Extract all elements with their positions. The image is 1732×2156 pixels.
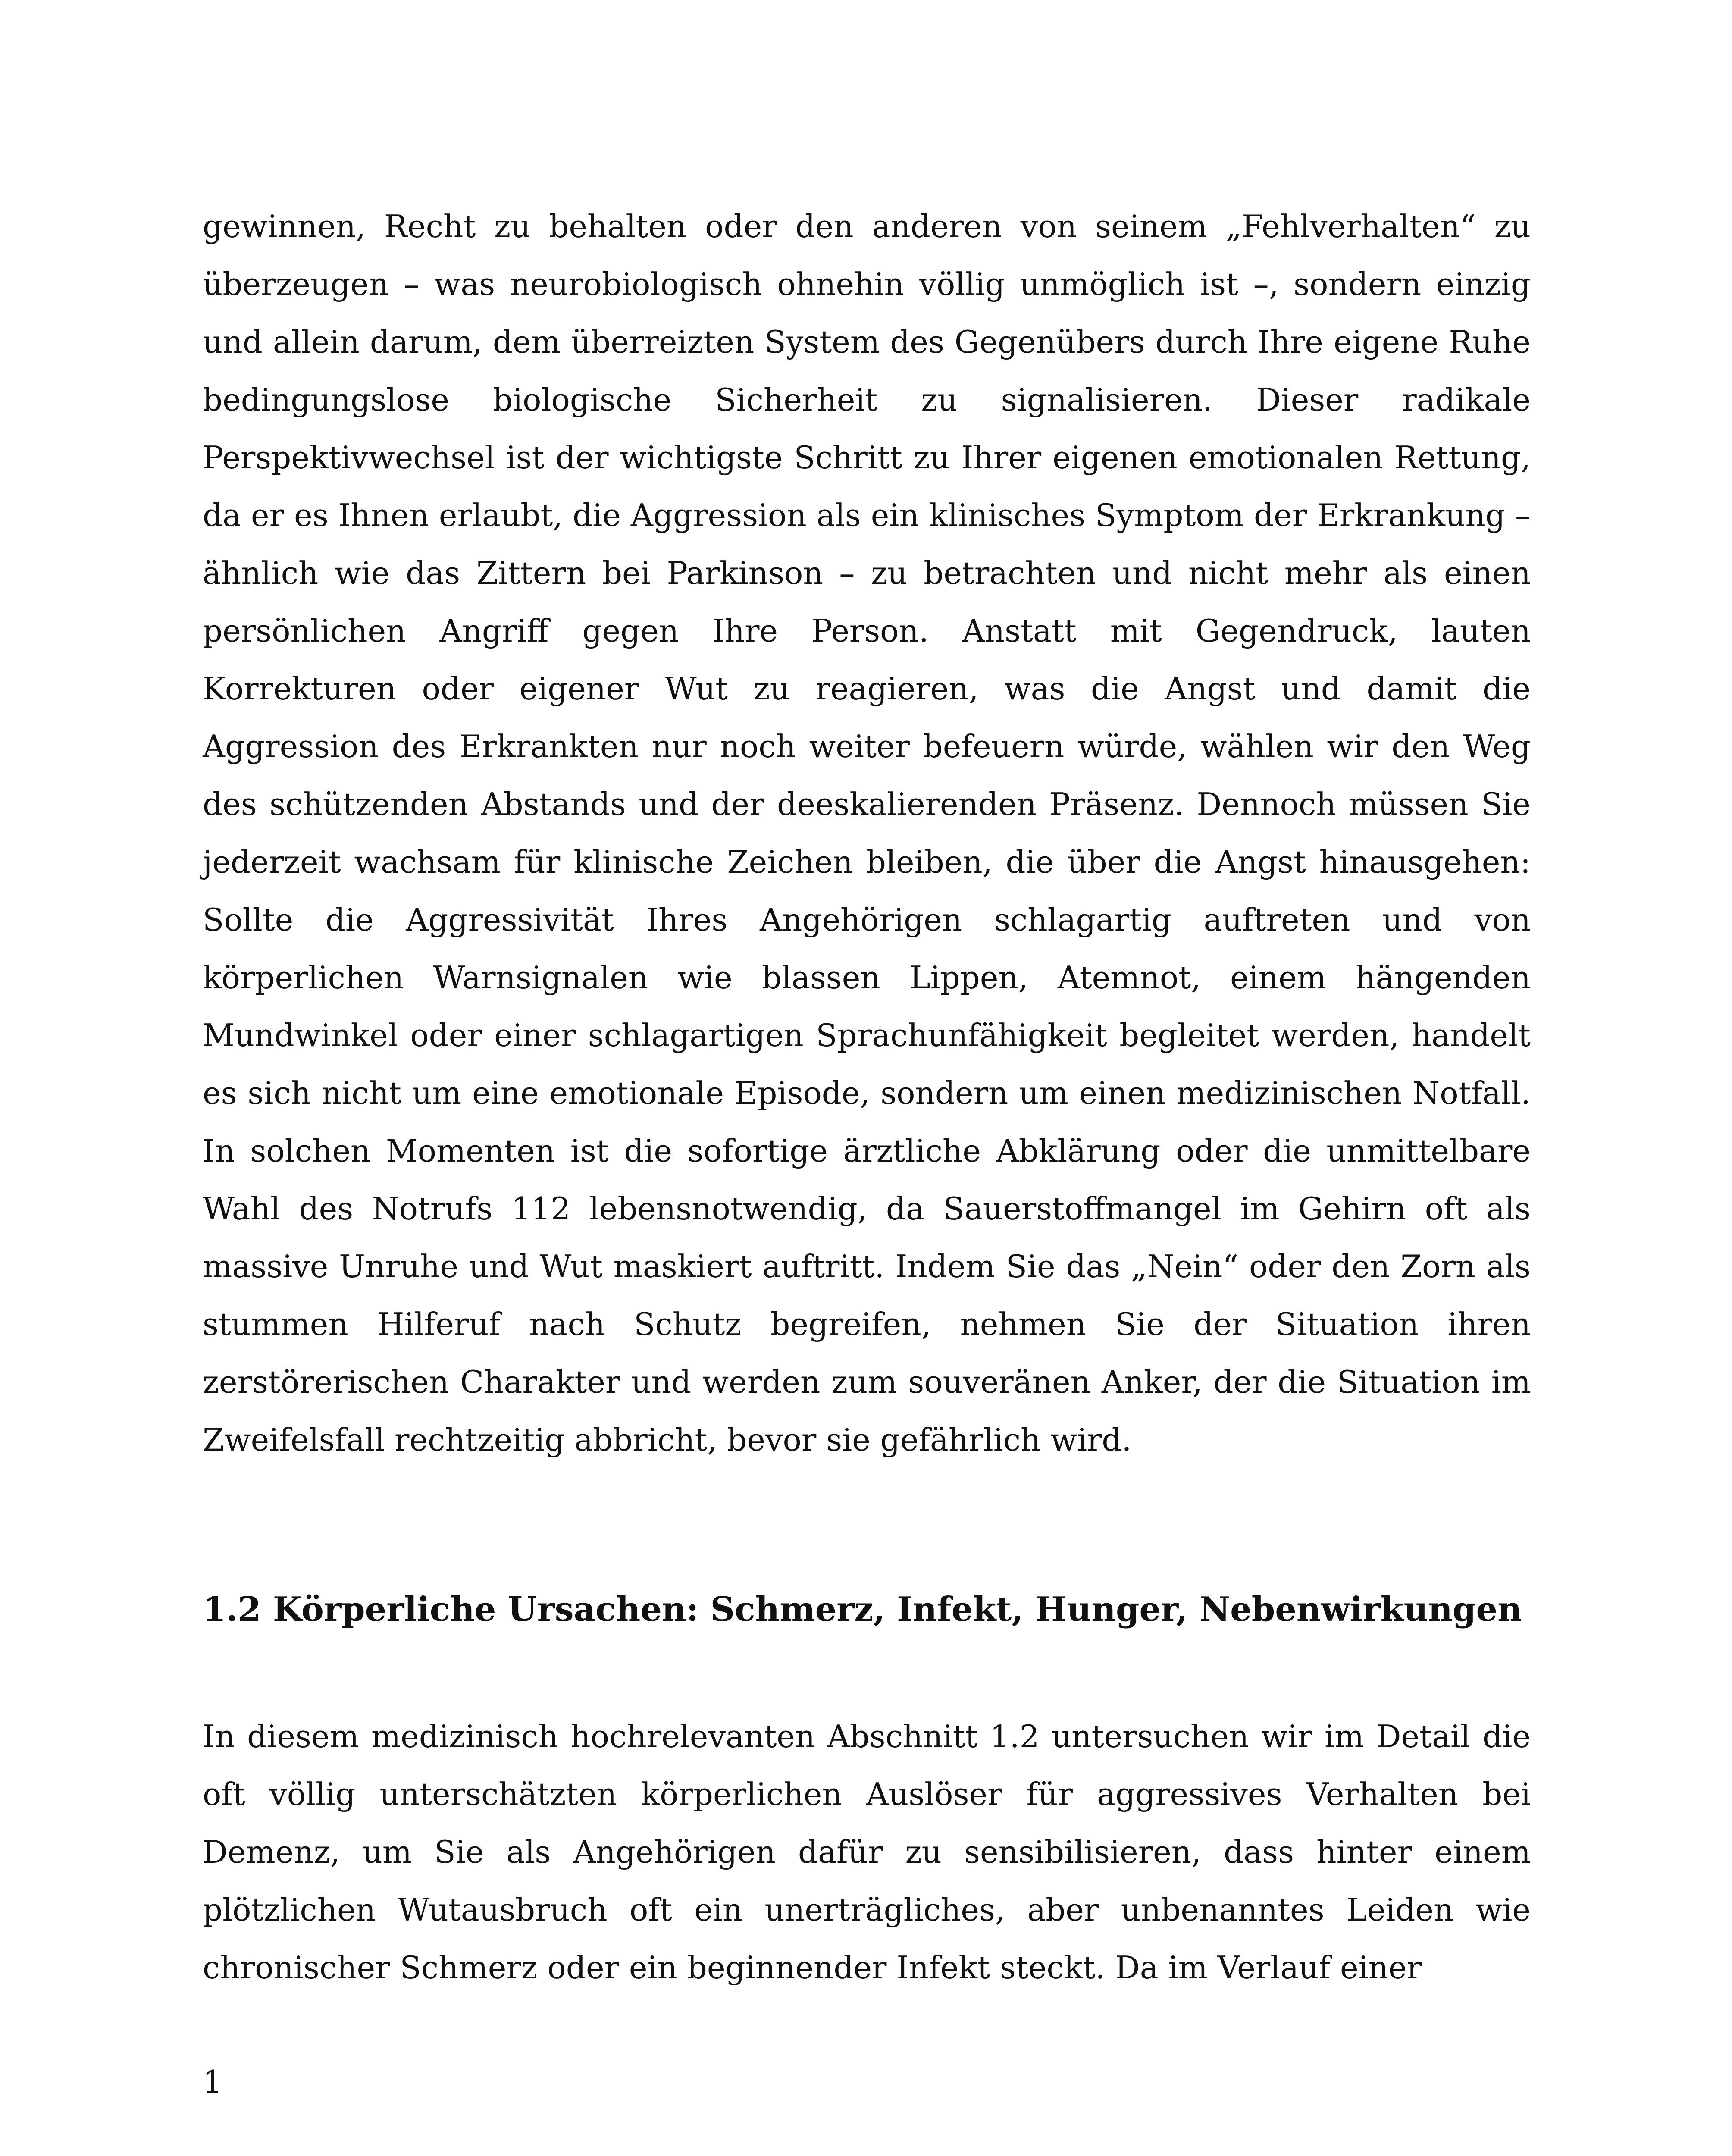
- section-heading: 1.2 Körperliche Ursachen: Schmerz, Infekt, Hunger, Nebenwirkungen: [203, 1590, 1522, 1629]
- body-paragraph-continued: gewinnen, Recht zu behalten oder den anderen von seinem „Fehlverhalten“ zu überzeugen – was neurobiologisch ohnehin völlig unmöglich ist –, sondern einzig und allein darum, dem überreizten System des Gegenübers durch Ihre eigene Ruhe bedingungslose biologische Sicherheit zu signalisieren. Dieser radikale Perspektivwechsel ist der wichtigste Schritt zu Ihrer eigenen emotionalen Rettung, da er es Ihnen erlaubt, die Aggression als ein klinisches Symptom der Erkrankung – ähnlich wie das Zittern bei Parkinson – zu betrachten und nicht mehr als einen persönlichen Angriff gegen Ihre Person. Anstatt mit Gegendruck, lauten Korrekturen oder eigener Wut zu reagieren, was die Angst und damit die Aggression des Erkrankten nur noch weiter befeuern würde, wählen wir den Weg des schützenden Abstands und der deeskalierenden Präsenz. Dennoch müssen Sie jederzeit wachsam für klinische Zeichen bleiben, die über die Angst hinausgehen: Sollte die Aggressivität Ihres Angehörigen schlagartig auftreten und von körperlichen Warnsignalen wie blassen Lippen, Atemnot, einem hängenden Mundwinkel oder einer schlagartigen Sprachunfähigkeit begleitet werden, handelt es sich nicht um eine emotionale Episode, sondern um einen medizinischen Notfall. In solchen Momenten ist die sofortige ärztliche Abklärung oder die unmittelbare Wahl des Notrufs 112 lebensnotwendig, da Sauerstoffmangel im Gehirn oft als massive Unruhe und Wut maskiert auftritt. Indem Sie das „Nein“ oder den Zorn als stummen Hilferuf nach Schutz begreifen, nehmen Sie der Situation ihren zerstörerischen Charakter und werden zum souveränen Anker, der die Situation im Zweifelsfall rechtzeitig abbricht, bevor sie gefährlich wird.: [203, 208, 1531, 1458]
- body-paragraph-section-intro: In diesem medizinisch hochrelevanten Abschnitt 1.2 untersuchen wir im Detail die oft völlig unterschätzten körperlichen Auslöser für aggressives Verhalten bei Demenz, um Sie als Angehörigen dafür zu sensibilisieren, dass hinter einem plötzlichen Wutausbruch oft ein unerträgliches, aber unbenanntes Leiden wie chronischer Schmerz oder ein beginnender Infekt steckt. Da im Verlauf einer: [203, 1718, 1531, 1986]
- page-number: 1: [203, 2064, 222, 2100]
